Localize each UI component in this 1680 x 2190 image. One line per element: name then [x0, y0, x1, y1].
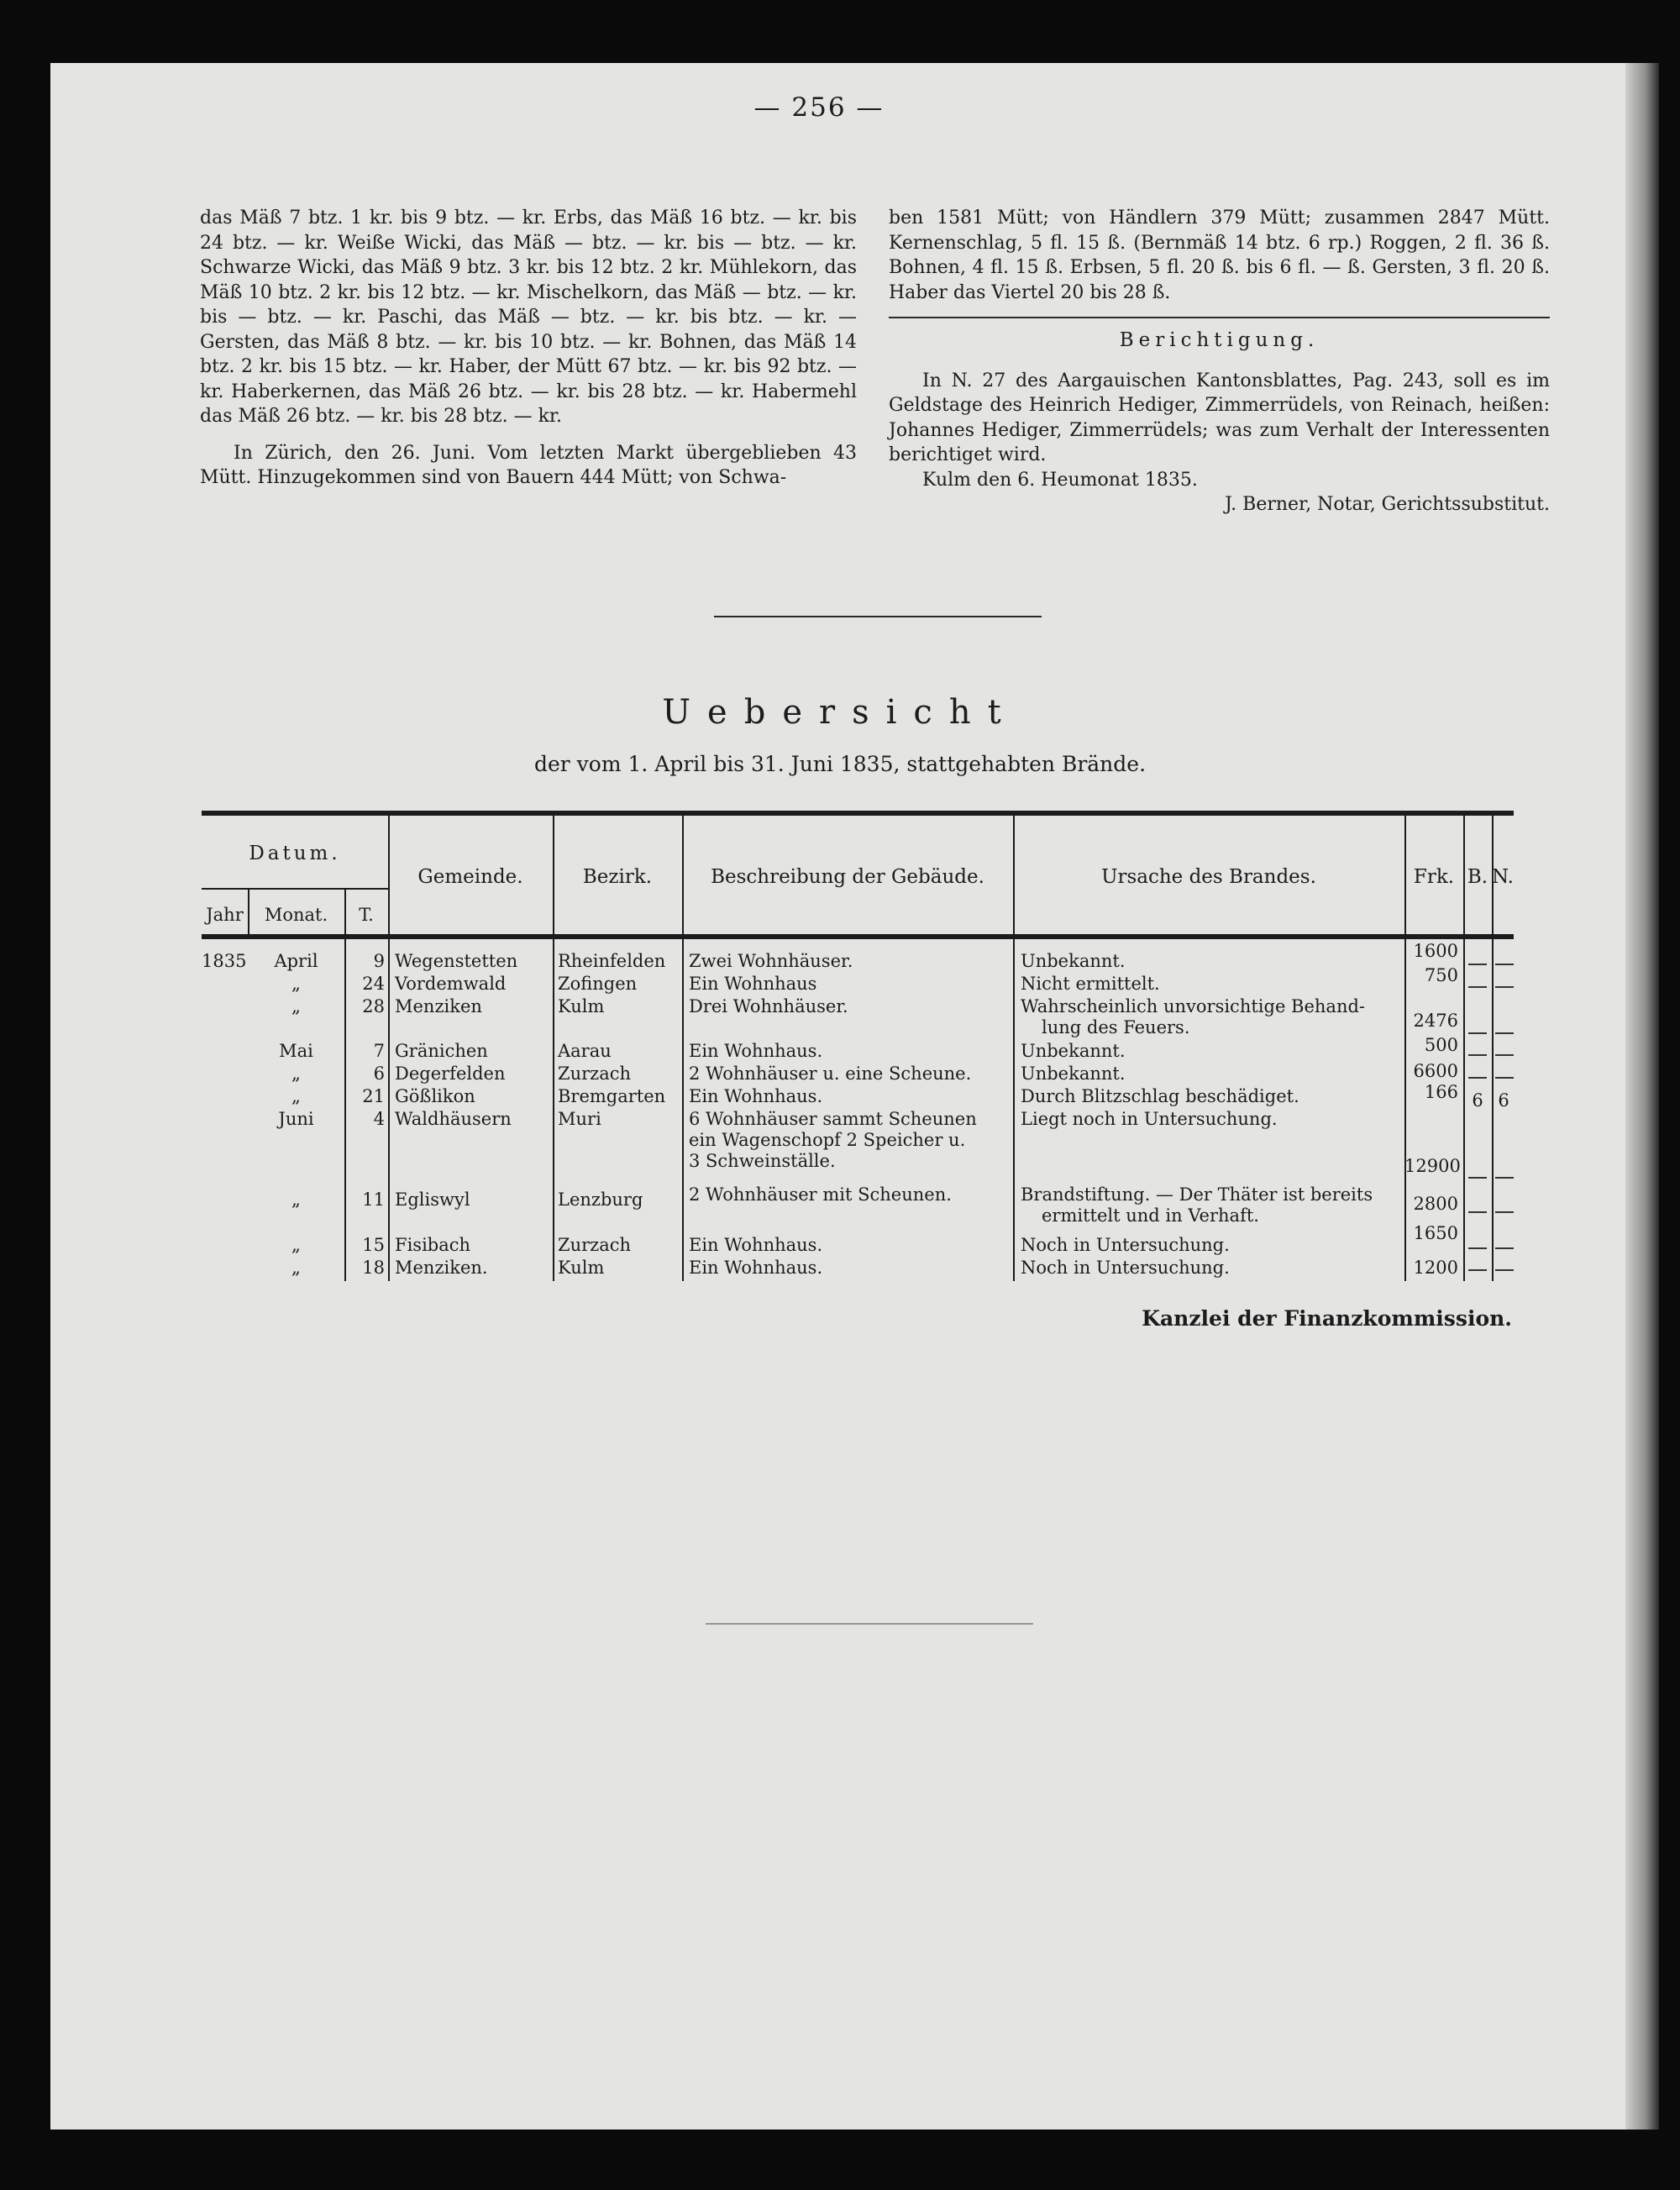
cell-bezirk: Zurzach — [558, 1063, 632, 1084]
cell-n-dash — [1495, 1077, 1514, 1079]
cell-frk: 6600 — [1413, 1061, 1458, 1081]
cell-beschreibung: Zwei Wohnhäuser. — [689, 951, 853, 971]
cell-bezirk: Lenzburg — [558, 1190, 643, 1210]
cell-b-dash — [1468, 1177, 1487, 1179]
cell-gemeinde: Fisibach — [395, 1235, 471, 1255]
bleed-through-rule — [706, 1623, 1033, 1625]
cell-monat: „ — [291, 1063, 301, 1084]
cell-tag: 15 — [362, 1235, 385, 1255]
cell-ursache: Brandstiftung. — Der Thäter ist bereits — [1021, 1184, 1373, 1205]
overview-subtitle: der vom 1. April bis 31. Juni 1835, stattgehabten Brände. — [533, 752, 1147, 776]
cell-tag: 24 — [362, 974, 385, 994]
cell-bezirk: Kulm — [558, 1258, 605, 1278]
cell-frk: 2476 — [1413, 1011, 1458, 1031]
cell-frk: 750 — [1424, 965, 1458, 985]
cell-frk: 12900 — [1404, 1156, 1461, 1176]
cell-gemeinde: Degerfelden — [395, 1063, 506, 1084]
cell-tag: 4 — [373, 1109, 385, 1129]
cell-ursache: Liegt noch in Untersuchung. — [1021, 1109, 1278, 1129]
cell-b-dash — [1468, 1032, 1487, 1034]
header-frk: Frk. — [1413, 866, 1455, 888]
cell-monat: April — [274, 951, 318, 971]
cell-gemeinde: Menziken. — [395, 1258, 488, 1278]
cell-n-dash — [1495, 1177, 1514, 1179]
header-beschreibung: Beschreibung der Gebäude. — [711, 866, 984, 888]
footer-signature: Kanzlei der Finanzkommission. — [1142, 1306, 1512, 1331]
cell-b-dash — [1468, 986, 1487, 988]
cell-n-dash — [1495, 986, 1514, 988]
cell-tag: 6 — [373, 1063, 385, 1084]
header-n: N. — [1492, 866, 1514, 888]
cell-n-dash — [1495, 1054, 1514, 1056]
cell-monat: „ — [291, 1086, 301, 1106]
cell-ursache: Unbekannt. — [1021, 1063, 1126, 1084]
cell-ursache: Unbekannt. — [1021, 1041, 1126, 1061]
cell-gemeinde: Menziken — [395, 996, 482, 1016]
cell-beschreibung: Drei Wohnhäuser. — [689, 996, 848, 1016]
cell-tag: 21 — [362, 1086, 385, 1106]
datum-subrule — [202, 888, 388, 890]
cell-ursache: Unbekannt. — [1021, 951, 1126, 971]
header-ursache: Ursache des Brandes. — [1101, 866, 1316, 888]
cell-n-dash — [1495, 1247, 1514, 1249]
cell-frk: 1650 — [1413, 1223, 1458, 1243]
cell-b: 6 — [1472, 1090, 1483, 1111]
cell-b-dash — [1468, 964, 1487, 965]
section-divider — [889, 317, 1550, 318]
header-datum: Datum. — [249, 843, 341, 864]
cell-monat: „ — [291, 974, 301, 994]
cell-n: 6 — [1498, 1090, 1509, 1111]
header-monat: Monat. — [264, 905, 328, 925]
cell-b-dash — [1468, 1211, 1487, 1213]
cell-ursache: Wahrscheinlich unvorsichtige Behand- — [1021, 996, 1366, 1016]
header-jahr: Jahr — [206, 905, 244, 925]
cell-beschreibung: Ein Wohnhaus. — [689, 1258, 823, 1278]
cell-monat: „ — [291, 1235, 301, 1255]
cell-ursache: Durch Blitzschlag beschädiget. — [1021, 1086, 1299, 1106]
cell-beschreibung: 6 Wohnhäuser sammt Scheunen — [689, 1109, 977, 1129]
cell-n-dash — [1495, 964, 1514, 965]
overview-title: Uebersicht — [662, 693, 1018, 732]
cell-beschreibung-cont: 3 Schweinställe. — [689, 1151, 836, 1171]
cell-beschreibung: Ein Wohnhaus. — [689, 1235, 823, 1255]
cell-b-dash — [1468, 1054, 1487, 1056]
cell-gemeinde: Vordemwald — [395, 974, 507, 994]
cell-bezirk: Zurzach — [558, 1235, 632, 1255]
cell-bezirk: Aarau — [558, 1041, 612, 1061]
header-gemeinde: Gemeinde. — [417, 866, 523, 888]
cell-n-dash — [1495, 1269, 1514, 1271]
header-bottom-rule — [202, 934, 1514, 939]
cell-beschreibung: Ein Wohnhaus. — [689, 1086, 823, 1106]
cell-monat: „ — [291, 1190, 301, 1210]
cell-ursache: Noch in Untersuchung. — [1021, 1258, 1230, 1278]
cell-gemeinde: Gränichen — [395, 1041, 488, 1061]
cell-gemeinde: Gößlikon — [395, 1086, 475, 1106]
cell-tag: 18 — [362, 1258, 385, 1278]
cell-monat: „ — [291, 996, 301, 1016]
cell-n-dash — [1495, 1032, 1514, 1034]
cell-beschreibung: Ein Wohnhaus. — [689, 1041, 823, 1061]
cell-tag: 11 — [362, 1190, 385, 1210]
cell-beschreibung-cont: ein Wagenschopf 2 Speicher u. — [689, 1130, 966, 1150]
cell-bezirk: Rheinfelden — [558, 951, 666, 971]
cell-tag: 28 — [362, 996, 385, 1016]
header-b: B. — [1467, 866, 1488, 888]
left-column — [200, 206, 857, 491]
cell-jahr: 1835 — [202, 951, 247, 971]
cell-gemeinde: Wegenstetten — [395, 951, 518, 971]
cell-b-dash — [1468, 1077, 1487, 1079]
header-tag: T. — [359, 905, 374, 925]
cell-beschreibung: Ein Wohnhaus — [689, 974, 817, 994]
cell-bezirk: Kulm — [558, 996, 605, 1016]
cell-ursache: Nicht ermittelt. — [1021, 974, 1160, 994]
cell-bezirk: Bremgarten — [558, 1086, 666, 1106]
cell-beschreibung: 2 Wohnhäuser mit Scheunen. — [689, 1184, 952, 1205]
correction-dateline: Kulm den 6. Heumonat 1835. — [922, 469, 1198, 491]
zurich-market-continuation: ben 1581 Mütt; von Händlern 379 Mütt; zusammen 2847 Mütt. Kernenschlag, 5 fl. 15 ß. (Bernmäß 14 btz. 6 rp.) Roggen, 2 fl. 36 ß. Bohnen, 4 fl. 15 ß. Erbsen, 5 fl. 20 ß. bis 6 fl. — ß. Gersten, 3 fl. 20 ß. Haber das Viertel 20 bis 28 ß. — [889, 207, 1550, 303]
cell-b-dash — [1468, 1269, 1487, 1271]
cell-beschreibung: 2 Wohnhäuser u. eine Scheune. — [689, 1063, 972, 1084]
cell-frk: 1200 — [1413, 1258, 1458, 1278]
cell-gemeinde: Egliswyl — [395, 1190, 470, 1210]
market-prices-paragraph: das Mäß 7 btz. 1 kr. bis 9 btz. — kr. Erbs, das Mäß 16 btz. — kr. bis 24 btz. — kr. Weiße Wicki, das Mäß — btz. — kr. bis — btz. — kr. Schwarze Wicki, das Mäß 9 btz. 3 kr. bis 12 btz. 2 kr. Mühlekorn, das Mäß 10 btz. 2 kr. bis 12 btz. — kr. Mischelkorn, das Mäß — btz. — kr. bis — btz. — kr. Paschi, das Mäß — btz. — kr. bis btz. — kr. — Gersten, das Mäß 8 btz. — kr. bis 10 btz. — kr. Bohnen, das Mäß 14 btz. 2 kr. bis 15 btz. — kr. Haber, der Mütt 67 btz. — kr. bis 92 btz. — kr. Haberkernen, das Mäß 26 btz. — kr. bis 28 btz. — kr. Habermehl das Mäß 26 btz. — kr. bis 28 btz. — kr. — [200, 207, 857, 427]
cell-bezirk: Zofingen — [558, 974, 638, 994]
correction-heading: Berichtigung. — [1119, 329, 1320, 351]
cell-monat: Juni — [278, 1109, 314, 1129]
page-edge — [1625, 63, 1659, 2130]
correction-body: In N. 27 des Aargauischen Kantonsblattes, Pag. 243, soll es im Geldstage des Heinrich Hediger, Zimmerrüdels, von Reinach, heißen: Johannes Hediger, Zimmerrüdels; was zum Verhalt der Interessenten berichtiget wird. — [889, 370, 1550, 465]
right-column — [889, 206, 1550, 517]
cell-ursache-cont: lung des Feuers. — [1042, 1017, 1190, 1037]
table-top-rule — [202, 811, 1514, 816]
fires-table — [202, 811, 1514, 1281]
header-bezirk: Bezirk. — [582, 866, 653, 888]
cell-frk: 1600 — [1413, 941, 1458, 961]
zurich-market-paragraph: In Zürich, den 26. Juni. Vom letzten Markt übergeblieben 43 Mütt. Hinzugekommen sind von Bauern 444 Mütt; von Schwa- — [200, 442, 857, 488]
cell-gemeinde: Waldhäusern — [395, 1109, 512, 1129]
cell-monat: „ — [291, 1258, 301, 1278]
cell-frk: 500 — [1424, 1035, 1458, 1055]
cell-frk: 2800 — [1413, 1194, 1458, 1214]
cell-n-dash — [1495, 1211, 1514, 1213]
page-number: — 256 — — [753, 92, 885, 123]
cell-ursache-cont: ermittelt und in Verhaft. — [1042, 1205, 1259, 1226]
correction-signature: J. Berner, Notar, Gerichtssubstitut. — [1225, 494, 1550, 515]
cell-b-dash — [1468, 1247, 1487, 1249]
cell-bezirk: Muri — [558, 1109, 601, 1129]
cell-ursache: Noch in Untersuchung. — [1021, 1235, 1230, 1255]
cell-tag: 9 — [373, 951, 385, 971]
cell-frk: 166 — [1424, 1082, 1458, 1102]
cell-monat: Mai — [279, 1041, 313, 1061]
section-separator — [714, 616, 1042, 617]
cell-tag: 7 — [373, 1041, 385, 1061]
